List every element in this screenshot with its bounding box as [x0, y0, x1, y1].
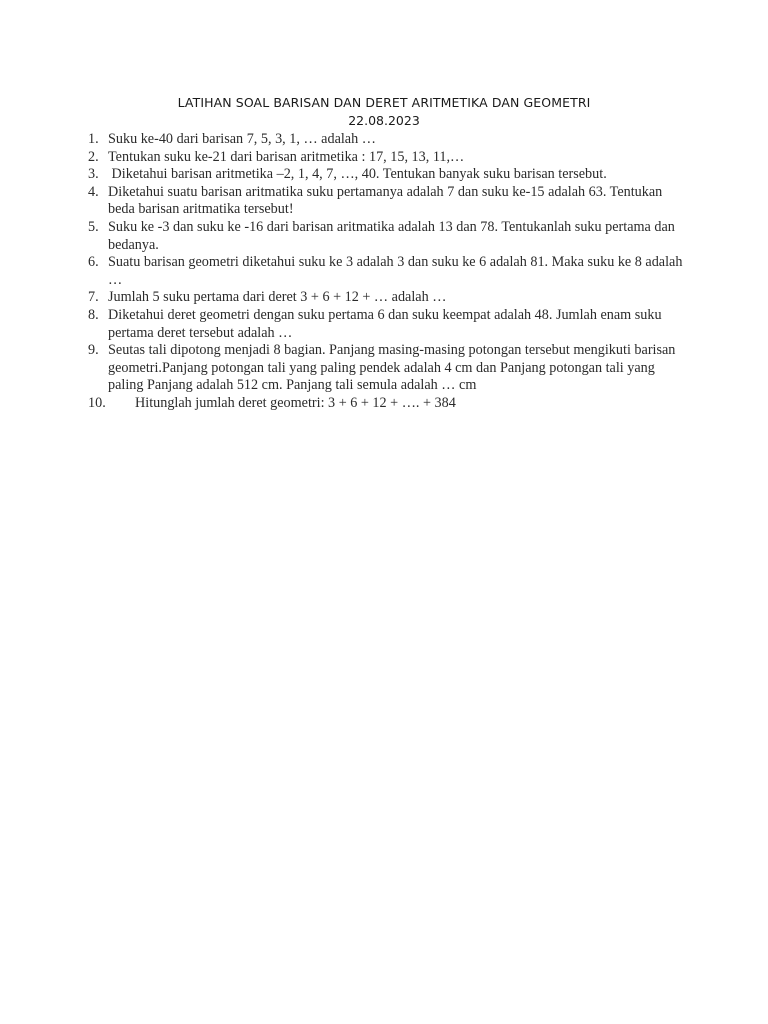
page-title: LATIHAN SOAL BARISAN DAN DERET ARITMETIKA DAN GEOMETRI — [177, 95, 591, 110]
question-text: Suatu barisan geometri diketahui suku ke 3 adalah 3 dan suku ke 6 adalah 81. Maka suku ke 8 adalah … — [108, 254, 683, 288]
question-item — [88, 254, 688, 289]
question-text: Diketahui suatu barisan aritmatika suku pertamanya adalah 7 dan suku ke-15 adalah 63. Tentukan beda barisan aritmatika tersebut! — [108, 183, 663, 218]
question-item — [88, 342, 688, 395]
question-text: Jumlah 5 suku pertama dari deret 3 + 6 + 12 + … adalah … — [108, 289, 447, 306]
question-text: Tentukan suku ke-21 dari barisan aritmetika : 17, 15, 13, 11,… — [108, 148, 465, 165]
question-text: Hitunglah jumlah deret geometri: 3 + 6 + 12 + …. + 384 — [135, 394, 456, 411]
question-text: Diketahui deret geometri dengan suku pertama 6 dan suku keempat adalah 48. Jumlah enam suku pertama deret tersebut adalah … — [108, 306, 662, 341]
question-number: 1. — [88, 131, 99, 147]
question-item — [88, 184, 688, 219]
document-date: 22.08.2023 — [348, 113, 420, 128]
question-number: 5. — [88, 218, 99, 235]
question-item — [88, 307, 688, 342]
question-number: 6. — [88, 254, 99, 271]
question-text: Seutas tali dipotong menjadi 8 bagian. Panjang masing-masing potongan tersebut mengikuti barisan geometri.Panjang potongan tali yang paling pendek adalah 4 cm dan Panjang potongan tali yang paling Panjang adalah 512 cm. Panjang tali semula adalah … cm — [108, 342, 676, 394]
question-number: 2. — [88, 148, 99, 165]
question-item — [88, 149, 688, 167]
question-list — [88, 131, 688, 413]
question-number: 3. — [88, 166, 99, 183]
question-number: 9. — [88, 342, 99, 359]
question-number: 10. — [88, 394, 106, 411]
question-item — [88, 166, 688, 184]
question-item — [88, 395, 688, 413]
question-number: 7. — [88, 289, 99, 306]
question-text: Suku ke-40 dari barisan 7, 5, 3, 1, … adalah … — [108, 131, 376, 147]
question-item — [88, 131, 688, 149]
question-number: 8. — [88, 306, 99, 323]
question-item — [88, 289, 688, 307]
question-number: 4. — [88, 183, 99, 200]
question-text: Diketahui barisan aritmetika –2, 1, 4, 7, …, 40. Tentukan banyak suku barisan tersebut. — [108, 166, 607, 183]
question-text: Suku ke -3 dan suku ke -16 dari barisan aritmatika adalah 13 dan 78. Tentukanlah suku pertama dan bedanya. — [108, 218, 675, 253]
question-item — [88, 219, 688, 254]
